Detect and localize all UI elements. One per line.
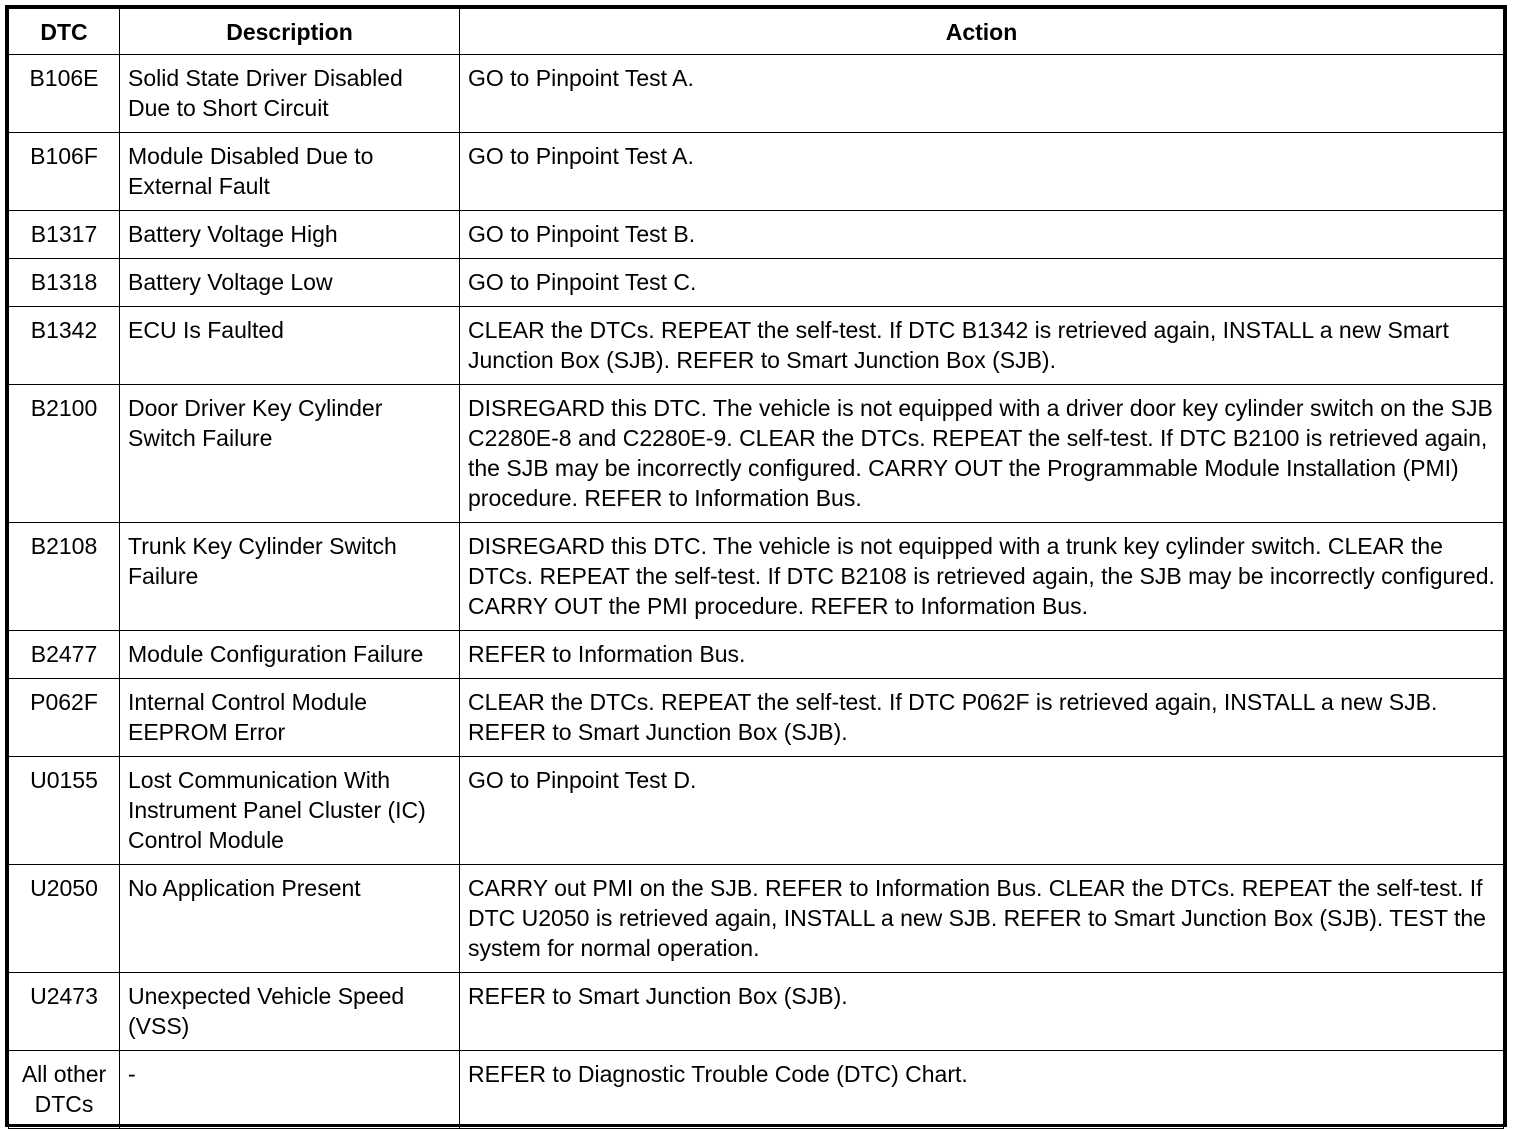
- table-row: [9, 865, 1504, 973]
- dtc-description: Trunk Key Cylinder Switch Failure: [120, 523, 460, 631]
- dtc-code: B2477: [9, 631, 120, 679]
- dtc-code: All other DTCs: [9, 1051, 120, 1129]
- dtc-description: Unexpected Vehicle Speed (VSS): [120, 973, 460, 1051]
- table-body: [9, 55, 1504, 1129]
- dtc-action: GO to Pinpoint Test A.: [460, 55, 1504, 133]
- dtc-code: B1318: [9, 259, 120, 307]
- dtc-action: CARRY out PMI on the SJB. REFER to Information Bus. CLEAR the DTCs. REPEAT the self-test. If DTC U2050 is retrieved again, INSTALL a new SJB. REFER to Smart Junction Box (SJB). TEST the system for normal operation.: [460, 865, 1504, 973]
- table-row: [9, 973, 1504, 1051]
- dtc-code: U0155: [9, 757, 120, 865]
- dtc-code: B2108: [9, 523, 120, 631]
- header-action: Action: [460, 9, 1504, 55]
- dtc-code: B1317: [9, 211, 120, 259]
- dtc-code: P062F: [9, 679, 120, 757]
- dtc-table-container: [5, 5, 1507, 1127]
- dtc-description: Solid State Driver Disabled Due to Short Circuit: [120, 55, 460, 133]
- table-row: [9, 523, 1504, 631]
- dtc-action: DISREGARD this DTC. The vehicle is not equipped with a driver door key cylinder switch on the SJB C2280E-8 and C2280E-9. CLEAR the DTCs. REPEAT the self-test. If DTC B2100 is retrieved again, the SJB may be incorrectly configured. CARRY OUT the Programmable Module Installation (PMI) procedure. REFER to Information Bus.: [460, 385, 1504, 523]
- table-row: [9, 211, 1504, 259]
- table-row: [9, 259, 1504, 307]
- dtc-description: Door Driver Key Cylinder Switch Failure: [120, 385, 460, 523]
- table-row: [9, 631, 1504, 679]
- dtc-description: No Application Present: [120, 865, 460, 973]
- dtc-description: Module Configuration Failure: [120, 631, 460, 679]
- dtc-action: DISREGARD this DTC. The vehicle is not equipped with a trunk key cylinder switch. CLEAR the DTCs. REPEAT the self-test. If DTC B2108 is retrieved again, the SJB may be incorrectly configured. CARRY OUT the PMI procedure. REFER to Information Bus.: [460, 523, 1504, 631]
- dtc-action: REFER to Diagnostic Trouble Code (DTC) Chart.: [460, 1051, 1504, 1129]
- table-row: [9, 55, 1504, 133]
- dtc-action: GO to Pinpoint Test A.: [460, 133, 1504, 211]
- table-row: [9, 307, 1504, 385]
- dtc-table: [8, 8, 1504, 1129]
- dtc-action: GO to Pinpoint Test C.: [460, 259, 1504, 307]
- header-description: Description: [120, 9, 460, 55]
- dtc-description: Battery Voltage Low: [120, 259, 460, 307]
- table-row: [9, 757, 1504, 865]
- dtc-description: ECU Is Faulted: [120, 307, 460, 385]
- dtc-action: CLEAR the DTCs. REPEAT the self-test. If DTC B1342 is retrieved again, INSTALL a new Smart Junction Box (SJB). REFER to Smart Junction Box (SJB).: [460, 307, 1504, 385]
- dtc-description: Module Disabled Due to External Fault: [120, 133, 460, 211]
- dtc-code: U2473: [9, 973, 120, 1051]
- dtc-code: B2100: [9, 385, 120, 523]
- dtc-description: Internal Control Module EEPROM Error: [120, 679, 460, 757]
- header-dtc: DTC: [9, 9, 120, 55]
- dtc-code: B106E: [9, 55, 120, 133]
- dtc-action: REFER to Information Bus.: [460, 631, 1504, 679]
- dtc-action: GO to Pinpoint Test B.: [460, 211, 1504, 259]
- table-header: [9, 9, 1504, 55]
- dtc-code: B106F: [9, 133, 120, 211]
- dtc-description: -: [120, 1051, 460, 1129]
- table-row: [9, 385, 1504, 523]
- dtc-action: REFER to Smart Junction Box (SJB).: [460, 973, 1504, 1051]
- dtc-action: GO to Pinpoint Test D.: [460, 757, 1504, 865]
- table-row: [9, 679, 1504, 757]
- dtc-description: Battery Voltage High: [120, 211, 460, 259]
- table-row: [9, 1051, 1504, 1129]
- dtc-description: Lost Communication With Instrument Panel Cluster (IC) Control Module: [120, 757, 460, 865]
- dtc-action: CLEAR the DTCs. REPEAT the self-test. If DTC P062F is retrieved again, INSTALL a new SJB. REFER to Smart Junction Box (SJB).: [460, 679, 1504, 757]
- table-row: [9, 133, 1504, 211]
- dtc-code: U2050: [9, 865, 120, 973]
- header-row: [9, 9, 1504, 55]
- dtc-code: B1342: [9, 307, 120, 385]
